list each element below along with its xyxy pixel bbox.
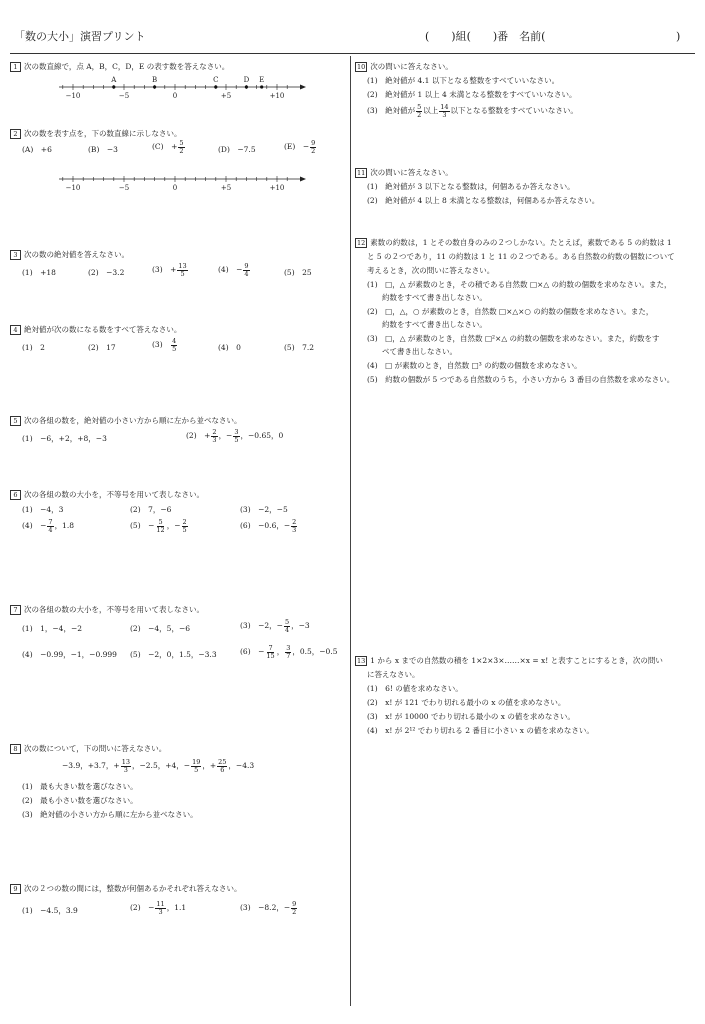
axis-arrow-icon [300, 85, 306, 90]
question-3 [10, 250, 129, 260]
q12-sub-1b: 約数をすべて書き出しなさい。 [367, 293, 487, 302]
question-13 [355, 656, 663, 666]
q13-sub-4: (4) x! が 2¹² でわり切れる 2 番目に小さい x の値を求めなさい。 [367, 726, 594, 735]
question-number: 12 [357, 239, 366, 247]
question-text: 1 から x までの自然数の積を 1×2×3×……×x = x! と表すことにするとき，次の問い [370, 656, 663, 665]
question-number: 8 [10, 744, 21, 754]
question-text: 次の各組の数を，絶対値の小さい方から順に左から並べなさい。 [24, 416, 242, 425]
q12-sub-5: (5) 約数の個数が 5 つである自然数のうち，小さい方から 3 番目の自然数を求めなさい。 [367, 375, 675, 384]
q12-sub-3: (3) □，△ が素数のとき，自然数 □²×△ の約数の個数を求めなさい。また，約数をす [367, 334, 660, 343]
class-name-field: ( )組( )番 名前( [425, 30, 546, 43]
tick-label: +10 [269, 92, 285, 100]
question-text: 次の問いに答えなさい。 [370, 168, 453, 177]
q8-sub-1: (1) 最も大きい数を選びなさい。 [22, 782, 138, 791]
question-number: 7 [10, 605, 21, 615]
q10-sub-2: (2) 絶対値が 1 以上 4 未満となる整数をすべていいなさい。 [367, 90, 577, 99]
item-a: (A) +6 [22, 145, 52, 154]
q12-sub-2: (2) □，△，○ が素数のとき，自然数 □×△×○ の約数の個数を求めなさい。また， [367, 307, 654, 316]
item-b: (B) −3 [88, 145, 118, 154]
item-c: (C) + $\frac{5}{2}$ [152, 139, 184, 155]
q13-sub-1: (1) 6! の値を求めなさい。 [367, 684, 463, 693]
question-12 [355, 238, 672, 248]
number-line-1 [55, 74, 315, 102]
question-text: 次の各組の数の大小を，不等号を用いて表しなさい。 [24, 490, 204, 499]
tick-label: −5 [118, 184, 130, 192]
point-marker [260, 85, 263, 88]
question-8 [10, 744, 166, 754]
point-marker [153, 85, 156, 88]
question-6 [10, 490, 204, 500]
question-9 [10, 884, 242, 894]
question-number: 5 [10, 416, 21, 426]
q13-sub-2: (2) x! が 121 でわり切れる最小の x の値を求めなさい。 [367, 698, 566, 707]
item-e: (E) − $\frac{9}{2}$ [284, 139, 316, 155]
question-number: 10 [357, 63, 366, 71]
question-text: 次の数について，下の問いに答えなさい。 [24, 744, 167, 753]
q12-line-3: 考えるとき，次の問いに答えなさい。 [367, 266, 495, 275]
question-text: 絶対値が次の数になる数をすべて答えなさい。 [24, 325, 182, 334]
q13-sub-3: (3) x! が 10000 でわり切れる最小の x の値を求めなさい。 [367, 712, 575, 721]
question-11 [355, 168, 453, 178]
point-label: C [213, 76, 219, 84]
question-text: 次の２つの数の間には，整数が何個あるかそれぞれ答えなさい。 [24, 884, 242, 893]
point-label: E [259, 76, 265, 84]
header-rule [10, 53, 695, 54]
point-marker [214, 85, 217, 88]
q12-line-2: と 5 の２つであり，11 の約数は 1 と 11 の２つである。ある自然数の約数の個数について [367, 252, 675, 261]
point-marker [112, 85, 115, 88]
q8-sub-2: (2) 最も小さい数を選びなさい。 [22, 796, 138, 805]
question-text: 素数の約数は，1 とその数自身のみの２つしかない。たとえば，素数である 5 の約数は 1 [370, 238, 672, 247]
question-2 [10, 129, 182, 139]
tick-label: −5 [118, 92, 130, 100]
question-number: 6 [10, 490, 21, 500]
column-divider [350, 56, 351, 1006]
q13-line-2: に答えなさい。 [367, 670, 420, 679]
q10-sub-1: (1) 絶対値が 4.1 以下となる整数をすべていいなさい。 [367, 76, 560, 85]
question-number: 3 [10, 250, 21, 260]
tick-label: +10 [269, 184, 285, 192]
question-number: 11 [357, 169, 366, 177]
q11-sub-2: (2) 絶対値が 4 以上 8 未満となる整数は，何個あるか答えなさい。 [367, 196, 600, 205]
tick-label: 0 [172, 184, 178, 192]
question-text: 次の各組の数の大小を，不等号を用いて表しなさい。 [24, 605, 204, 614]
q11-sub-1: (1) 絶対値が 3 以下となる整数は，何個あるか答えなさい。 [367, 182, 575, 191]
tick-label: +5 [220, 92, 232, 100]
question-number: 9 [10, 884, 21, 894]
point-label: B [152, 76, 158, 84]
q8-number-list: −3.9，+3.7，+ $\frac{13}{3}$ ，−2.5，+4，− $\frac{19}{5}$ ，+ $\frac{25}{6}$ ，−4.3 [62, 758, 255, 774]
question-5 [10, 416, 242, 426]
q10-sub-3: (3) 絶対値が $\frac{5}{2}$ 以上 $\frac{14}{3}$ 以下となる整数をすべていいなさい。 [367, 103, 578, 119]
question-number: 2 [10, 129, 21, 139]
point-label: D [243, 76, 250, 84]
question-number: 4 [10, 325, 21, 335]
question-1 [10, 62, 229, 72]
question-text: 次の問いに答えなさい。 [370, 62, 453, 71]
point-label: A [111, 76, 117, 84]
question-10 [355, 62, 453, 72]
axis-arrow-icon [300, 177, 306, 182]
point-marker [245, 85, 248, 88]
tick-label: −10 [65, 92, 81, 100]
q12-sub-4: (4) □ が素数のとき，自然数 □³ の約数の個数を求めなさい。 [367, 361, 582, 370]
tick-label: −10 [65, 184, 81, 192]
number-line-2 [55, 172, 315, 194]
q12-sub-3b: べて書き出しなさい。 [367, 347, 457, 356]
question-text: 次の数の絶対値を答えなさい。 [24, 250, 129, 259]
question-text: 次の数を表す点を，下の数直線に示しなさい。 [24, 129, 182, 138]
q12-sub-2b: 約数をすべて書き出しなさい。 [367, 320, 487, 329]
name-field-close: ) [676, 30, 681, 43]
tick-label: 0 [172, 92, 178, 100]
item-d: (D) −7.5 [218, 145, 256, 154]
question-4 [10, 325, 181, 335]
question-text: 次の数直線で，点 A，B，C，D，E の表す数を答えなさい。 [24, 62, 230, 71]
page-title: 「数の大小」演習プリント [14, 30, 146, 43]
question-number: 13 [357, 657, 366, 665]
tick-label: +5 [220, 184, 232, 192]
question-number: 1 [10, 62, 21, 72]
question-7 [10, 605, 204, 615]
q12-sub-1: (1) □，△ が素数のとき，その積である自然数 □×△ の約数の個数を求めなさい。また， [367, 280, 672, 289]
q8-sub-3: (3) 絶対値の小さい方から順に左から並べなさい。 [22, 810, 198, 819]
